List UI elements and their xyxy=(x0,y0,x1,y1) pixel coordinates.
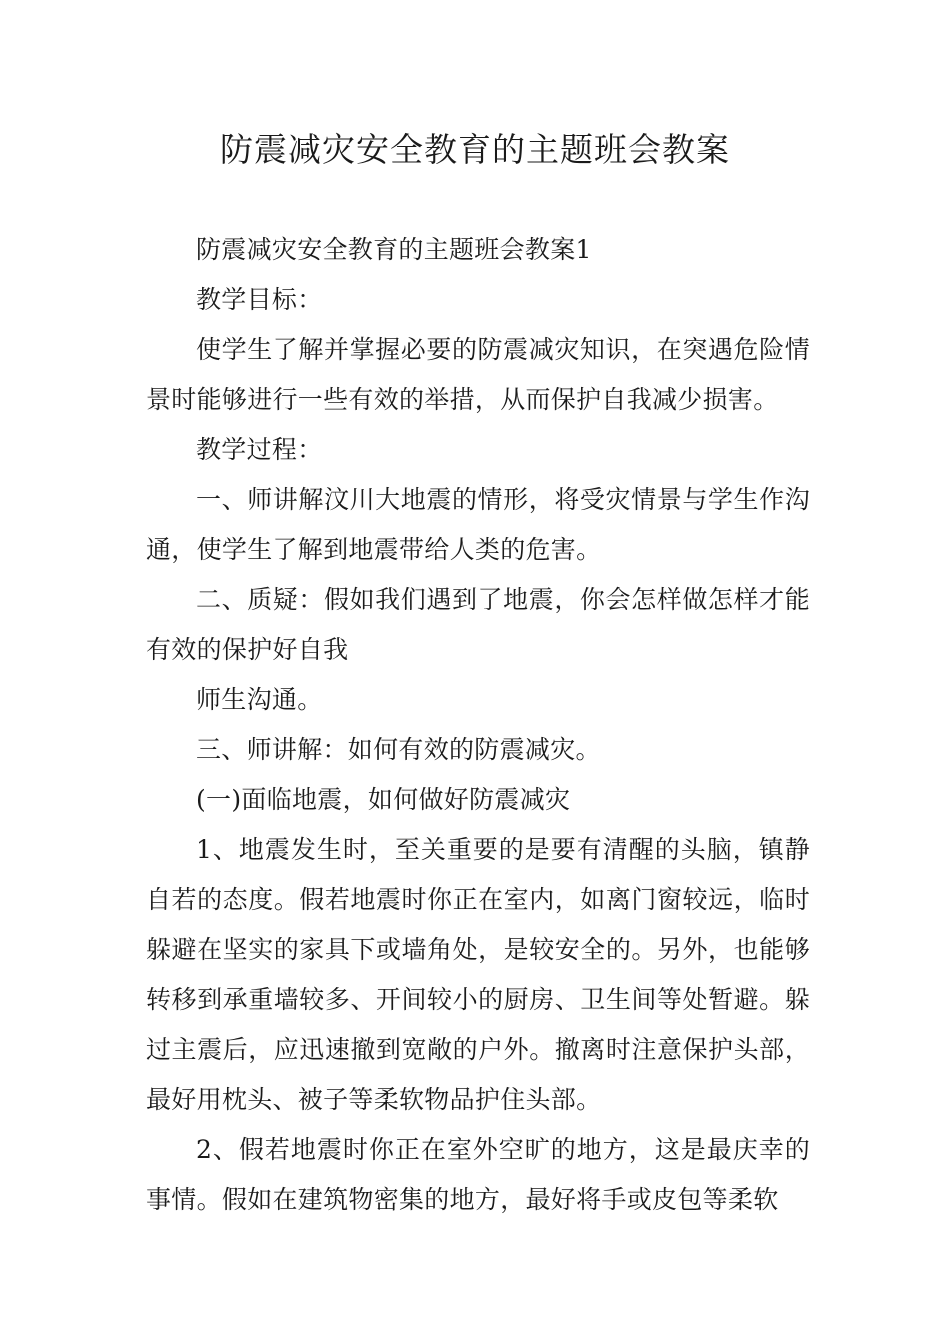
paragraph-point-one: 1、地震发生时，至关重要的是要有清醒的头脑，镇静自若的态度。假若地震时你正在室内，如离门窗较远，临时躲避在坚实的家具下或墙角处，是较安全的。另外，也能够转移到承重墙较多、开间较小的厨房、卫生间等处暂避。躲过主震后，应迅速撤到宽敞的户外。撤离时注意保护头部，最好用枕头、被子等柔软物品护住头部。 xyxy=(146,835,810,1114)
paragraph-objective-label: 教学目标： xyxy=(196,285,323,314)
paragraph-step-one: 一、师讲解汶川大地震的情形，将受灾情景与学生作沟通，使学生了解到地震带给人类的危害。 xyxy=(146,485,810,564)
paragraph-subsection-one: (一)面临地震，如何做好防震减灾 xyxy=(196,785,571,814)
paragraph-step-two: 二、质疑：假如我们遇到了地震，你会怎样做怎样才能有效的保护好自我 xyxy=(146,585,810,664)
paragraph-discussion: 师生沟通。 xyxy=(196,685,323,714)
paragraph-point-two: 2、假若地震时你正在室外空旷的地方，这是最庆幸的事情。假如在建筑物密集的地方，最好将手或皮包等柔软 xyxy=(146,1135,810,1214)
paragraph-objective: 使学生了解并掌握必要的防震减灾知识，在突遇危险情景时能够进行一些有效的举措，从而保护自我减少损害。 xyxy=(146,335,810,414)
paragraph-process-label: 教学过程： xyxy=(196,435,323,464)
paragraph-step-three: 三、师讲解：如何有效的防震减灾。 xyxy=(196,735,601,764)
document-body xyxy=(146,225,810,1225)
paragraph-lesson-heading: 防震减灾安全教育的主题班会教案1 xyxy=(196,235,592,264)
document-title: 防震减灾安全教育的主题班会教案 xyxy=(220,130,730,169)
